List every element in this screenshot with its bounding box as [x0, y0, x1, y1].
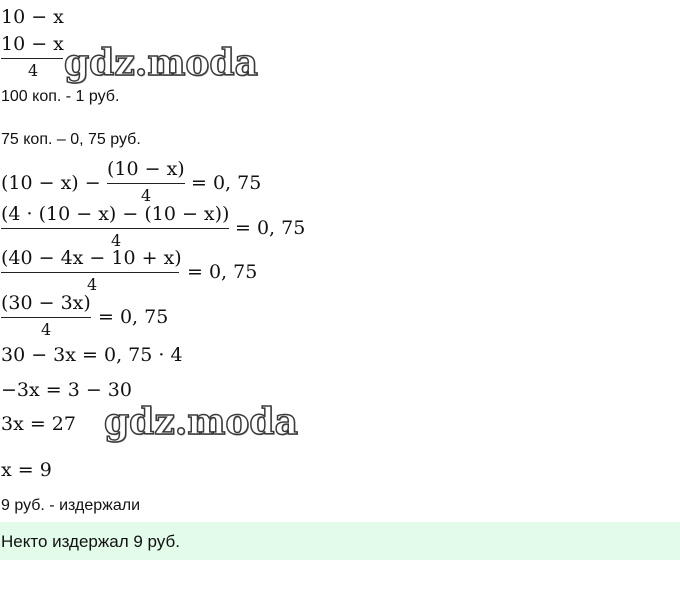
- equation-line: 3x = 27: [1, 413, 76, 435]
- fraction-numerator: (10 − x): [107, 158, 185, 180]
- fraction-denominator: 4: [87, 275, 98, 294]
- equation-line: x = 9: [1, 459, 52, 481]
- fraction-expression: [1, 33, 65, 79]
- equation-line: [1, 292, 181, 338]
- fraction-numerator: (4 · (10 − x) − (10 − x)): [1, 203, 230, 225]
- conversion-line: 100 коп. - 1 руб.: [1, 88, 120, 105]
- equation-left-part: (10 − x) −: [1, 172, 101, 194]
- fraction-denominator: 4: [41, 320, 52, 339]
- equation-line: 30 − 3x = 0, 75 · 4: [1, 344, 183, 366]
- watermark-logo: gdz.moda: [64, 42, 258, 84]
- fraction-denominator: 4: [141, 186, 152, 205]
- answer-text: Некто издержал 9 руб.: [1, 532, 180, 551]
- fraction-bar: [1, 317, 91, 318]
- equation-right-part: = 0, 75: [235, 217, 306, 239]
- fraction-numerator: (30 − 3x): [1, 292, 91, 314]
- equation-right-part: = 0, 75: [187, 261, 258, 283]
- fraction-bar: [1, 58, 63, 59]
- watermark-logo: gdz.moda: [104, 401, 298, 443]
- expression-line: 10 − x: [1, 6, 64, 28]
- equation-right-part: = 0, 75: [98, 306, 169, 328]
- fraction-numerator: (40 − 4x − 10 + x): [1, 247, 182, 269]
- conversion-line: 75 коп. – 0, 75 руб.: [1, 131, 141, 148]
- fraction-numerator: 10 − x: [1, 33, 64, 55]
- conclusion-line: 9 руб. - издержали: [1, 497, 140, 514]
- equation-line: [1, 158, 281, 204]
- fraction-bar: [1, 272, 179, 273]
- equation-right-part: = 0, 75: [191, 172, 262, 194]
- equation-line: [1, 247, 271, 293]
- fraction-denominator: 4: [28, 61, 39, 80]
- equation-line: −3x = 3 − 30: [1, 379, 132, 401]
- fraction-bar: [107, 183, 185, 184]
- answer-box: [0, 522, 680, 560]
- fraction-denominator: 4: [111, 231, 122, 250]
- fraction-bar: [1, 228, 229, 229]
- equation-line: [1, 203, 321, 249]
